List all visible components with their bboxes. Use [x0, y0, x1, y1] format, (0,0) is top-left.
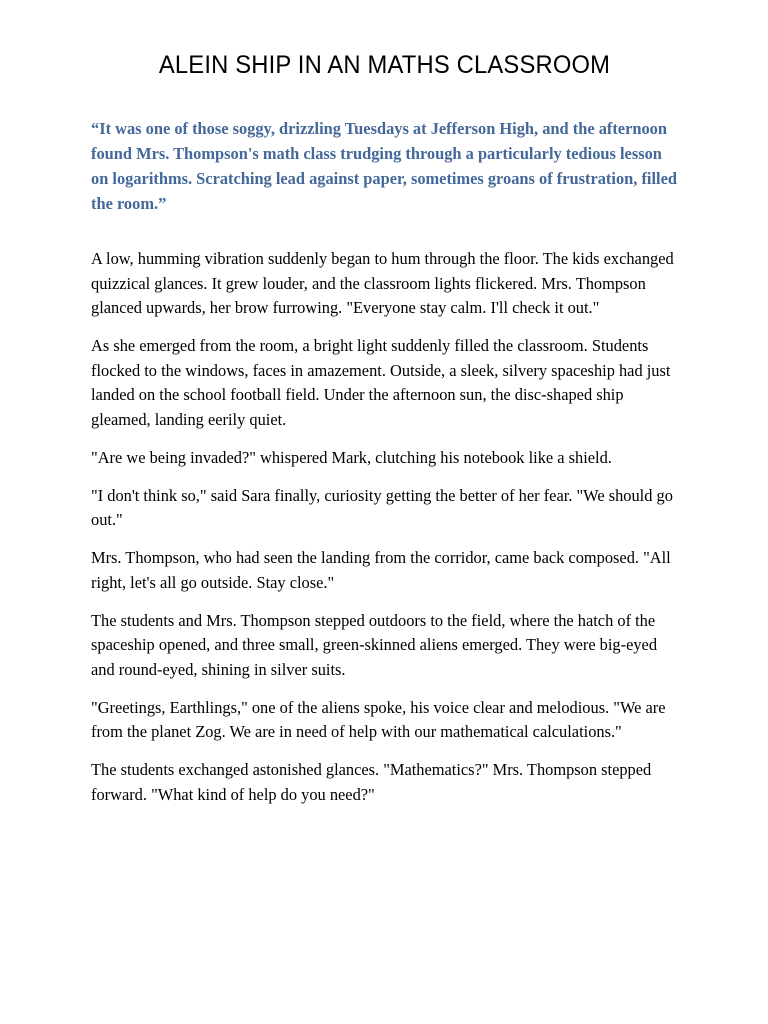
- intro-quote: “It was one of those soggy, drizzling Tuesdays at Jefferson High, and the afternoon found Mrs. Thompson's math class trudging through a particularly tedious lesson on logarithms. Scratching lead against paper, sometimes groans of frustration, filled the room.”: [91, 119, 677, 213]
- paragraph-3: "Are we being invaded?" whispered Mark, clutching his notebook like a shield.: [91, 447, 612, 467]
- paragraph-5: Mrs. Thompson, who had seen the landing from the corridor, came back composed. "All right, let's all go outside. Stay close.": [91, 548, 671, 592]
- paragraph-2: As she emerged from the room, a bright light suddenly filled the classroom. Students flocked to the windows, faces in amazement. Outside, a sleek, silvery spaceship had just landed on the school football field. Under the afternoon sun, the disc-shaped ship gleamed, landing eerily quiet.: [91, 336, 671, 429]
- document-title: ALEIN SHIP IN AN MATHS CLASSROOM: [158, 51, 611, 79]
- paragraph-4: "I don't think so," said Sara finally, curiosity getting the better of her fear. "We should go out.": [91, 485, 673, 529]
- paragraph-7: "Greetings, Earthlings," one of the aliens spoke, his voice clear and melodious. "We are from the planet Zog. We are in need of help with our mathematical calculations.": [91, 697, 666, 741]
- paragraph-1: A low, humming vibration suddenly began to hum through the floor. The kids exchanged quizzical glances. It grew louder, and the classroom lights flickered. Mrs. Thompson glanced upwards, her brow furrowing. "Everyone stay calm. I'll check it out.": [91, 249, 674, 317]
- paragraph-6: The students and Mrs. Thompson stepped outdoors to the field, where the hatch of the spaceship opened, and three small, green-skinned aliens emerged. They were big-eyed and round-eyed, shining in silver suits.: [91, 610, 658, 679]
- paragraph-8: The students exchanged astonished glances. "Mathematics?" Mrs. Thompson stepped forward. "What kind of help do you need?": [91, 760, 652, 804]
